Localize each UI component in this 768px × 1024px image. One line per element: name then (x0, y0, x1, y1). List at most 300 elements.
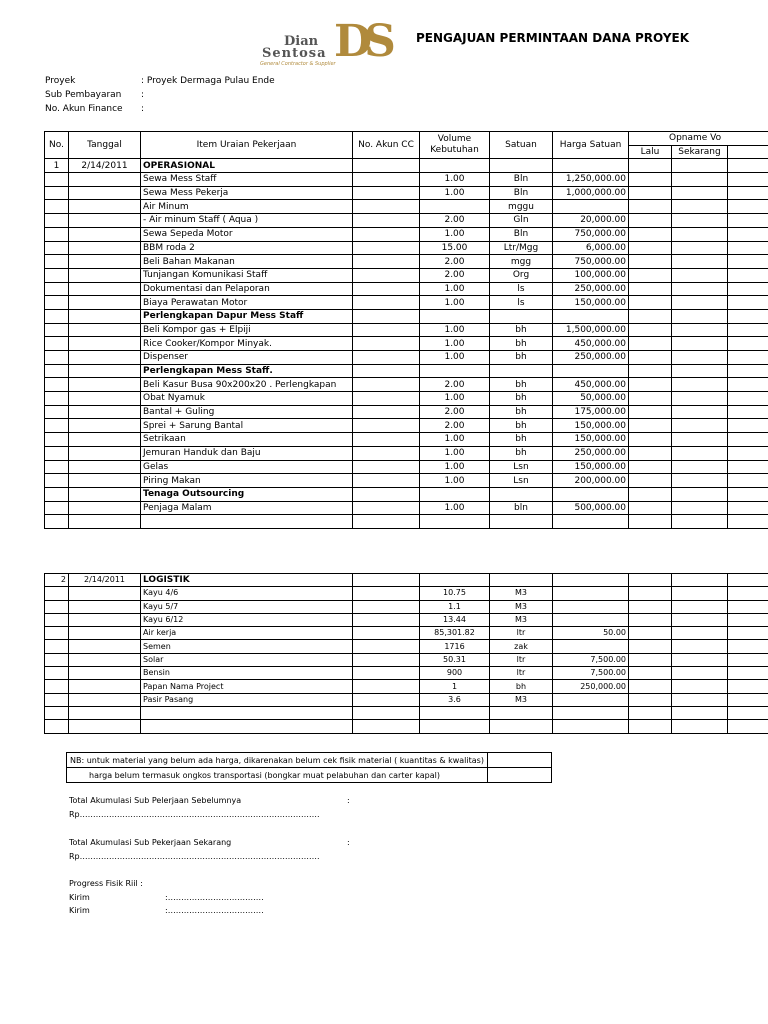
row-item: Dokumentasi dan Pelaporan (141, 282, 353, 296)
row-sekarang (672, 159, 728, 173)
row-akun (353, 186, 420, 200)
row-item: Gelas (141, 460, 353, 474)
row-akun (353, 587, 420, 600)
row-item: Penjaga Malam (141, 501, 353, 515)
row-volume: 2.00 (420, 255, 490, 269)
row-volume: 1.00 (420, 474, 490, 488)
row-lalu (629, 255, 672, 269)
row-sekarang (672, 706, 728, 719)
row-akun (353, 640, 420, 653)
row-sekarang (672, 241, 728, 255)
row-harga: 450,000.00 (553, 337, 629, 351)
row-harga: 750,000.00 (553, 255, 629, 269)
row-akun (353, 474, 420, 488)
row-satuan: mggu (490, 200, 553, 214)
company-logo (238, 16, 388, 72)
row-sekarang (672, 627, 728, 640)
row-volume: 1.1 (420, 600, 490, 613)
row-satuan (490, 159, 553, 173)
row-akun (353, 378, 420, 392)
row-satuan: bh (490, 419, 553, 433)
row-date (69, 460, 141, 474)
meta-akun-finance (45, 104, 144, 114)
row-lalu (629, 296, 672, 310)
row-lalu (629, 200, 672, 214)
row-date (69, 693, 141, 706)
row-satuan: bh (490, 323, 553, 337)
row-satuan (490, 487, 553, 501)
row-volume: 900 (420, 667, 490, 680)
row-sekarang (672, 186, 728, 200)
row-harga (553, 640, 629, 653)
table-row (45, 405, 768, 419)
row-akun (353, 351, 420, 365)
row-extra (728, 351, 768, 365)
header-extra (728, 145, 768, 159)
header-harga: Harga Satuan (553, 132, 629, 159)
row-satuan: ltr (490, 667, 553, 680)
row-satuan: bh (490, 337, 553, 351)
row-harga: 450,000.00 (553, 378, 629, 392)
row-harga (553, 309, 629, 323)
table-row (45, 309, 768, 323)
row-extra (728, 460, 768, 474)
row-akun (353, 613, 420, 626)
row-volume (420, 200, 490, 214)
row-satuan: Ltr/Mgg (490, 241, 553, 255)
row-harga: 500,000.00 (553, 501, 629, 515)
row-sekarang (672, 600, 728, 613)
meta-label: Proyek (45, 76, 76, 86)
row-satuan (490, 515, 553, 529)
row-no (45, 667, 69, 680)
header-akun: No. Akun CC (353, 132, 420, 159)
table-row (45, 268, 768, 282)
table-row (45, 241, 768, 255)
row-lalu (629, 693, 672, 706)
table-row (45, 173, 768, 187)
table-header-row (45, 132, 768, 146)
row-harga (553, 720, 629, 733)
row-volume: 1.00 (420, 296, 490, 310)
row-harga: 7,500.00 (553, 653, 629, 666)
row-no (45, 693, 69, 706)
row-satuan (490, 309, 553, 323)
row-no (45, 351, 69, 365)
row-akun (353, 405, 420, 419)
table-row (45, 515, 768, 529)
row-volume (420, 364, 490, 378)
summary-prev-label: Total Akumulasi Sub Pelerjaan Sebelumnya (69, 796, 242, 805)
row-no (45, 309, 69, 323)
row-item: Sprei + Sarung Bantal (141, 419, 353, 433)
row-sekarang (672, 587, 728, 600)
row-volume: 50.31 (420, 653, 490, 666)
row-satuan: Lsn (490, 460, 553, 474)
row-lalu (629, 613, 672, 626)
row-lalu (629, 627, 672, 640)
row-extra (728, 446, 768, 460)
row-no (45, 640, 69, 653)
row-item: Rice Cooker/Kompor Minyak. (141, 337, 353, 351)
row-volume: 13.44 (420, 613, 490, 626)
row-extra (728, 378, 768, 392)
row-extra (728, 241, 768, 255)
row-akun (353, 446, 420, 460)
summary-curr-colon: : (347, 838, 350, 847)
row-date (69, 282, 141, 296)
meta-value: : (141, 90, 145, 100)
row-no (45, 487, 69, 501)
row-sekarang (672, 227, 728, 241)
row-extra (728, 693, 768, 706)
row-harga: 1,000,000.00 (553, 186, 629, 200)
row-item: Beli Kasur Busa 90x200x20 . Perlengkapan (141, 378, 353, 392)
row-no (45, 613, 69, 626)
header-lalu: Lalu (629, 145, 672, 159)
row-no (45, 337, 69, 351)
row-harga (553, 574, 629, 587)
row-no (45, 364, 69, 378)
row-lalu (629, 227, 672, 241)
row-harga (553, 200, 629, 214)
row-date (69, 227, 141, 241)
row-volume: 15.00 (420, 241, 490, 255)
row-satuan: ls (490, 296, 553, 310)
summary-curr-rp: Rp……………………………………………………………………………… (69, 852, 320, 861)
row-akun (353, 214, 420, 228)
row-date (69, 214, 141, 228)
row-sekarang (672, 405, 728, 419)
row-no (45, 419, 69, 433)
row-lalu (629, 667, 672, 680)
row-item: Jemuran Handuk dan Baju (141, 446, 353, 460)
row-extra (728, 433, 768, 447)
row-akun (353, 255, 420, 269)
row-sekarang (672, 173, 728, 187)
row-no: 1 (45, 159, 69, 173)
row-no (45, 474, 69, 488)
table-row (45, 186, 768, 200)
row-volume: 1.00 (420, 227, 490, 241)
row-date (69, 720, 141, 733)
row-date (69, 587, 141, 600)
table-body (45, 159, 768, 529)
row-lalu (629, 337, 672, 351)
row-lalu (629, 600, 672, 613)
row-lalu (629, 392, 672, 406)
row-akun (353, 460, 420, 474)
row-extra (728, 214, 768, 228)
meta-value: : Proyek Dermaga Pulau Ende (141, 76, 275, 86)
row-date (69, 392, 141, 406)
row-lalu (629, 268, 672, 282)
row-satuan: Lsn (490, 474, 553, 488)
row-volume: 1716 (420, 640, 490, 653)
table-row (45, 487, 768, 501)
row-volume: 2.00 (420, 378, 490, 392)
row-extra (728, 600, 768, 613)
row-item: Setrikaan (141, 433, 353, 447)
row-satuan: M3 (490, 693, 553, 706)
budget-table-operasional (44, 131, 768, 529)
row-lalu (629, 186, 672, 200)
row-sekarang (672, 667, 728, 680)
row-date (69, 667, 141, 680)
row-extra (728, 268, 768, 282)
row-harga (553, 600, 629, 613)
table-row (45, 323, 768, 337)
row-harga (553, 693, 629, 706)
row-volume: 10.75 (420, 587, 490, 600)
row-item: Tunjangan Komunikasi Staff (141, 268, 353, 282)
meta-sub-pembayaran (45, 90, 144, 100)
row-sekarang (672, 653, 728, 666)
row-extra (728, 613, 768, 626)
row-date (69, 446, 141, 460)
row-akun (353, 693, 420, 706)
row-satuan: M3 (490, 600, 553, 613)
row-harga: 150,000.00 (553, 460, 629, 474)
row-date (69, 200, 141, 214)
row-lalu (629, 680, 672, 693)
row-no (45, 706, 69, 719)
row-date (69, 378, 141, 392)
row-no (45, 587, 69, 600)
row-harga (553, 587, 629, 600)
summary-curr-label: Total Akumulasi Sub Pekerjaan Sekarang (69, 838, 232, 847)
row-harga: 100,000.00 (553, 268, 629, 282)
row-volume (420, 487, 490, 501)
row-no (45, 227, 69, 241)
row-extra (728, 640, 768, 653)
row-extra (728, 364, 768, 378)
row-lalu (629, 323, 672, 337)
row-harga (553, 515, 629, 529)
row-lalu (629, 460, 672, 474)
row-satuan: M3 (490, 587, 553, 600)
row-volume: 1.00 (420, 337, 490, 351)
row-extra (728, 487, 768, 501)
kirim-value-1: :……………………………… (165, 893, 264, 902)
row-date (69, 405, 141, 419)
row-date (69, 337, 141, 351)
row-harga: 250,000.00 (553, 282, 629, 296)
row-extra (728, 405, 768, 419)
row-harga (553, 706, 629, 719)
row-no (45, 268, 69, 282)
row-no (45, 501, 69, 515)
row-sekarang (672, 214, 728, 228)
kirim-label-1: Kirim (69, 893, 90, 902)
row-volume: 2.00 (420, 214, 490, 228)
row-date (69, 640, 141, 653)
table-row (45, 501, 768, 515)
row-harga: 200,000.00 (553, 474, 629, 488)
note-row (67, 768, 552, 783)
row-lalu (629, 405, 672, 419)
row-lalu (629, 351, 672, 365)
row-akun (353, 706, 420, 719)
row-sekarang (672, 474, 728, 488)
row-volume: 2.00 (420, 405, 490, 419)
row-akun (353, 296, 420, 310)
row-volume: 1 (420, 680, 490, 693)
row-sekarang (672, 337, 728, 351)
row-volume: 1.00 (420, 186, 490, 200)
row-satuan: zak (490, 640, 553, 653)
row-sekarang (672, 460, 728, 474)
row-date (69, 653, 141, 666)
summary-prev-colon: : (347, 796, 350, 805)
row-satuan: bh (490, 433, 553, 447)
row-extra (728, 392, 768, 406)
row-akun (353, 515, 420, 529)
row-volume: 1.00 (420, 173, 490, 187)
header-volume: Volume Kebutuhan (420, 132, 490, 159)
row-date: 2/14/2011 (69, 574, 141, 587)
logo-name-line2: Sentosa (262, 46, 327, 61)
row-volume (420, 515, 490, 529)
budget-table-logistik (44, 573, 768, 734)
row-satuan: mgg (490, 255, 553, 269)
row-item: Sewa Mess Pekerja (141, 186, 353, 200)
table-row (45, 667, 768, 680)
note-empty-cell (487, 753, 551, 768)
row-volume: 1.00 (420, 446, 490, 460)
row-volume: 2.00 (420, 419, 490, 433)
row-sekarang (672, 693, 728, 706)
row-harga: 7,500.00 (553, 667, 629, 680)
row-akun (353, 282, 420, 296)
row-lalu (629, 474, 672, 488)
document-title: PENGAJUAN PERMINTAAN DANA PROYEK (416, 31, 689, 45)
row-volume: 1.00 (420, 392, 490, 406)
row-item: Dispenser (141, 351, 353, 365)
row-date (69, 419, 141, 433)
row-lalu (629, 574, 672, 587)
row-date (69, 627, 141, 640)
row-satuan: ltr (490, 653, 553, 666)
row-no (45, 405, 69, 419)
row-no (45, 433, 69, 447)
row-item (141, 515, 353, 529)
table-row (45, 627, 768, 640)
row-sekarang (672, 296, 728, 310)
row-sekarang (672, 574, 728, 587)
row-date (69, 309, 141, 323)
row-akun (353, 667, 420, 680)
row-sekarang (672, 446, 728, 460)
row-akun (353, 227, 420, 241)
row-date (69, 323, 141, 337)
row-harga: 175,000.00 (553, 405, 629, 419)
row-date (69, 173, 141, 187)
row-harga: 250,000.00 (553, 351, 629, 365)
meta-label: No. Akun Finance (45, 104, 123, 114)
table-row (45, 720, 768, 733)
row-volume: 1.00 (420, 351, 490, 365)
row-item: Piring Makan (141, 474, 353, 488)
header-no: No. (45, 132, 69, 159)
row-extra (728, 227, 768, 241)
row-akun (353, 173, 420, 187)
row-akun (353, 600, 420, 613)
row-extra (728, 296, 768, 310)
table-row (45, 600, 768, 613)
row-satuan: bh (490, 680, 553, 693)
table-row (45, 296, 768, 310)
row-extra (728, 515, 768, 529)
table-row (45, 474, 768, 488)
row-date (69, 241, 141, 255)
row-extra (728, 706, 768, 719)
row-date (69, 296, 141, 310)
row-lalu (629, 173, 672, 187)
row-no (45, 515, 69, 529)
row-item: OPERASIONAL (141, 159, 353, 173)
row-lalu (629, 653, 672, 666)
row-date (69, 515, 141, 529)
row-sekarang (672, 640, 728, 653)
row-satuan: bh (490, 405, 553, 419)
row-item: Bantal + Guling (141, 405, 353, 419)
row-no (45, 378, 69, 392)
row-no (45, 296, 69, 310)
row-harga (553, 487, 629, 501)
row-akun (353, 653, 420, 666)
row-date (69, 600, 141, 613)
row-harga (553, 159, 629, 173)
row-item: Air Minum (141, 200, 353, 214)
row-no (45, 680, 69, 693)
row-extra (728, 337, 768, 351)
row-item: Kayu 5/7 (141, 600, 353, 613)
row-extra (728, 186, 768, 200)
row-akun (353, 323, 420, 337)
table-row (45, 351, 768, 365)
row-date: 2/14/2011 (69, 159, 141, 173)
row-akun (353, 574, 420, 587)
table-row (45, 159, 768, 173)
note-line-2: harga belum termasuk ongkos transportasi (bongkar muat pelabuhan dan carter kapal) (67, 768, 488, 783)
row-item: Sewa Mess Staff (141, 173, 353, 187)
row-item: Perlengkapan Mess Staff. (141, 364, 353, 378)
row-lalu (629, 378, 672, 392)
row-akun (353, 419, 420, 433)
table-row (45, 227, 768, 241)
row-no (45, 446, 69, 460)
note-line-1: NB: untuk material yang belum ada harga, dikarenakan belum cek fisik material ( kuantitas & kwalitas) (67, 753, 488, 768)
table-row (45, 200, 768, 214)
row-lalu (629, 720, 672, 733)
row-date (69, 255, 141, 269)
table-body (45, 574, 768, 734)
row-satuan: Gln (490, 214, 553, 228)
row-sekarang (672, 515, 728, 529)
meta-proyek (45, 76, 275, 86)
table-row (45, 214, 768, 228)
row-sekarang (672, 613, 728, 626)
row-item (141, 706, 353, 719)
row-extra (728, 474, 768, 488)
row-item: Beli Kompor gas + Elpiji (141, 323, 353, 337)
row-volume: 1.00 (420, 460, 490, 474)
row-satuan: bln (490, 501, 553, 515)
row-extra (728, 680, 768, 693)
row-harga: 50,000.00 (553, 392, 629, 406)
row-sekarang (672, 419, 728, 433)
